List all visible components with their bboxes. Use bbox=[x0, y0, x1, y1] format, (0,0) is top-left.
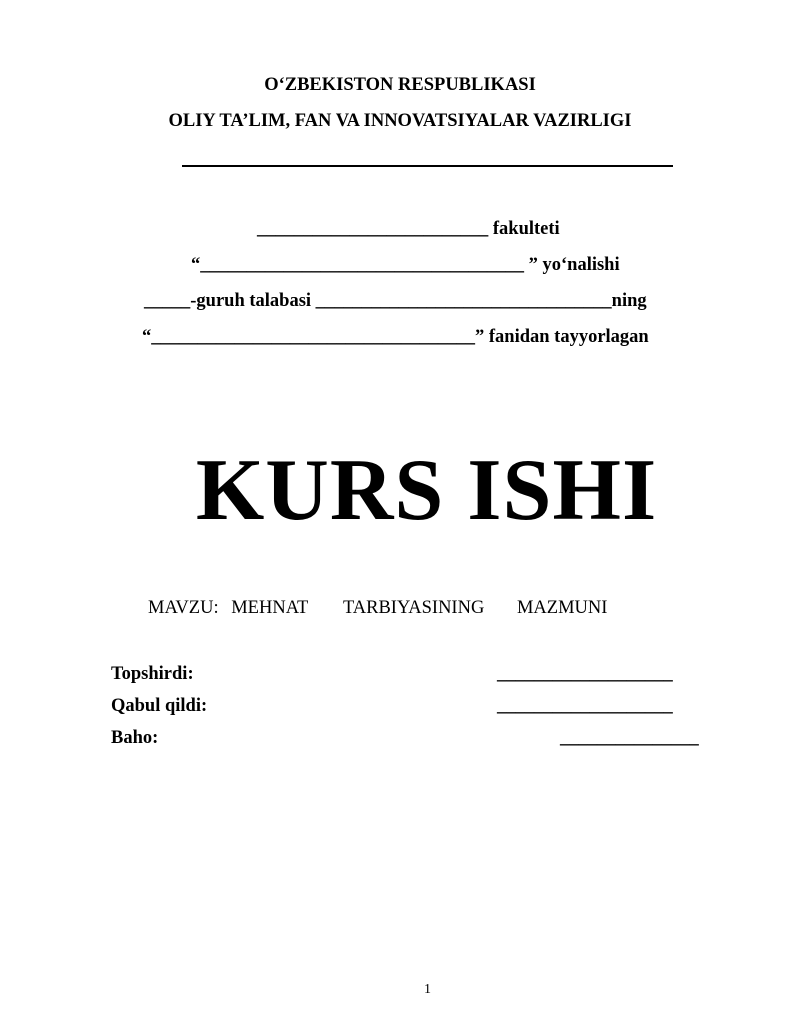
subject-field: “___________________________________” fanidan tayyorlagan bbox=[142, 327, 649, 347]
accepted-signature-line: ___________________ bbox=[497, 696, 673, 716]
group-student-field: _____-guruh talabasi ________________________________ning bbox=[144, 291, 647, 311]
topic-word: MEHNAT bbox=[231, 598, 309, 618]
topic-label: MAVZU: bbox=[148, 598, 219, 618]
ministry-country: O‘ZBEKISTON RESPUBLIKASI bbox=[264, 75, 536, 95]
accepted-label: Qabul qildi: bbox=[111, 696, 208, 716]
page-number: 1 bbox=[424, 982, 431, 997]
submitted-signature-line: ___________________ bbox=[497, 664, 673, 684]
grade-label: Baho: bbox=[111, 728, 159, 748]
ministry-name: OLIY TA’LIM, FAN VA INNOVATSIYALAR VAZIRLIGI bbox=[168, 111, 632, 131]
direction-field: “___________________________________ ” yo‘nalishi bbox=[191, 255, 620, 275]
submitted-label: Topshirdi: bbox=[111, 664, 194, 684]
document-title: KURS ISHI bbox=[195, 442, 658, 539]
topic-word: TARBIYASINING bbox=[342, 598, 485, 618]
topic-word: MAZMUNI bbox=[516, 598, 608, 618]
grade-line: _______________ bbox=[560, 728, 699, 748]
topic-line bbox=[148, 598, 607, 619]
header-rule bbox=[182, 165, 673, 167]
faculty-field: _________________________ fakulteti bbox=[257, 219, 560, 239]
